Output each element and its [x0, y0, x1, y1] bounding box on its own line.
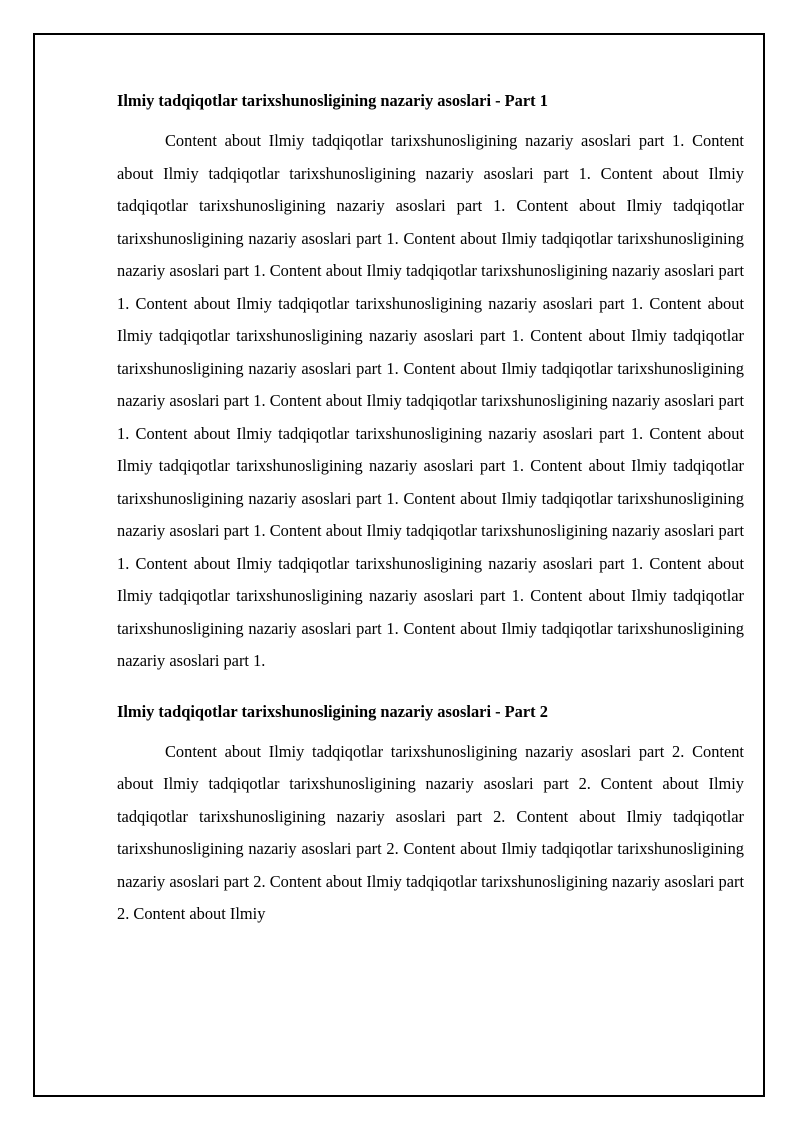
- section-heading-part-1: Ilmiy tadqiqotlar tarixshunosligining nazariy asoslari - Part 1: [117, 91, 548, 110]
- page-content: [117, 91, 744, 955]
- section-heading-part-2: Ilmiy tadqiqotlar tarixshunosligining nazariy asoslari - Part 2: [117, 701, 548, 721]
- page-border: [33, 33, 765, 1097]
- section-body-part-1: Content about Ilmiy tadqiqotlar tarixshunosligining nazariy asoslari part 1. Content about Ilmiy tadqiqotlar tarixshunosligining nazariy asoslari part 1. Content about Ilmiy tadqiqotlar tarixshunosligining nazariy asoslari part 1. Content about Ilmiy tadqiqotlar tarixshunosligining nazariy asoslari part 1. Content about Ilmiy tadqiqotlar tarixshunosligining nazariy asoslari part 1. Content about Ilmiy tadqiqotlar tarixshunosligining nazariy asoslari part 1. Content about Ilmiy tadqiqotlar tarixshunosligining nazariy asoslari part 1. Content about Ilmiy tadqiqotlar tarixshunosligining nazariy asoslari part 1. Content about Ilmiy tadqiqotlar tarixshunosligining nazariy asoslari part 1. Content about Ilmiy tadqiqotlar tarixshunosligining nazariy asoslari part 1. Content about Ilmiy tadqiqotlar tarixshunosligining nazariy asoslari part 1. Content about Ilmiy tadqiqotlar tarixshunosligining nazariy asoslari part 1. Content about Ilmiy tadqiqotlar tarixshunosligining nazariy asoslari part 1. Content about Ilmiy tadqiqotlar tarixshunosligining nazariy asoslari part 1. Content about Ilmiy tadqiqotlar tarixshunosligining nazariy asoslari part 1. Content about Ilmiy tadqiqotlar tarixshunosligining nazariy asoslari part 1. Content about Ilmiy tadqiqotlar tarixshunosligining nazariy asoslari part 1. Content about Ilmiy tadqiqotlar tarixshunosligining nazariy asoslari part 1. Content about Ilmiy tadqiqotlar tarixshunosligining nazariy asoslari part 1. Content about Ilmiy tadqiqotlar tarixshunosligining nazariy asoslari part 1.: [117, 131, 744, 670]
- section-body-part-2: Content about Ilmiy tadqiqotlar tarixshunosligining nazariy asoslari part 2. Content about Ilmiy tadqiqotlar tarixshunosligining nazariy asoslari part 2. Content about Ilmiy tadqiqotlar tarixshunosligining nazariy asoslari part 2. Content about Ilmiy tadqiqotlar tarixshunosligining nazariy asoslari part 2. Content about Ilmiy tadqiqotlar tarixshunosligining nazariy asoslari part 2. Content about Ilmiy tadqiqotlar tarixshunosligining nazariy asoslari part 2. Content about Ilmiy: [117, 741, 744, 923]
